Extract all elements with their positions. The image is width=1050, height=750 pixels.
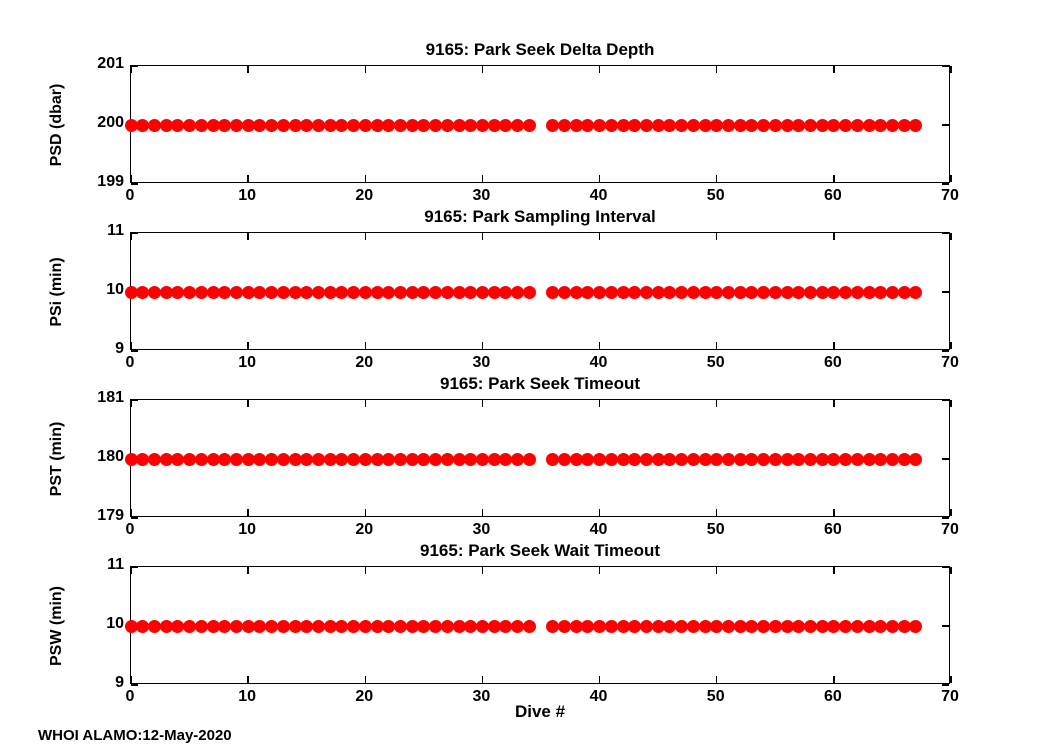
data-point: [195, 453, 208, 466]
data-point: [769, 119, 782, 132]
y-tick-mark: [942, 517, 949, 519]
x-tick-mark: [950, 66, 952, 73]
x-tick-mark: [365, 233, 367, 240]
x-tick-mark: [482, 233, 484, 240]
y-tick-mark: [942, 625, 949, 627]
data-point: [605, 286, 618, 299]
x-tick-mark: [130, 342, 132, 349]
x-tick-mark: [599, 175, 601, 182]
y-tick-label: 11: [107, 222, 124, 239]
x-tick-mark: [365, 342, 367, 349]
data-point: [886, 119, 899, 132]
data-point: [804, 286, 817, 299]
data-point: [394, 620, 407, 633]
x-tick-mark: [950, 567, 952, 574]
data-point: [640, 453, 653, 466]
x-tick-mark: [482, 676, 484, 683]
data-point: [441, 119, 454, 132]
plot-area: [130, 65, 950, 183]
data-point: [277, 119, 290, 132]
panel-psi: [0, 207, 1050, 371]
x-tick-label: 30: [472, 354, 491, 371]
data-point: [277, 453, 290, 466]
y-tick-mark: [131, 350, 138, 352]
x-tick-label: 20: [355, 187, 374, 204]
x-tick-mark: [365, 66, 367, 73]
data-point: [148, 286, 161, 299]
y-tick-mark: [942, 291, 949, 293]
x-tick-mark: [716, 233, 718, 240]
data-point: [851, 119, 864, 132]
x-tick-mark: [247, 567, 249, 574]
x-tick-mark: [365, 509, 367, 516]
x-tick-label: 40: [589, 354, 608, 371]
y-tick-label: 199: [97, 173, 124, 190]
data-point: [523, 119, 536, 132]
x-tick-mark: [599, 676, 601, 683]
data-point: [523, 286, 536, 299]
x-tick-mark: [130, 66, 132, 73]
data-point: [687, 286, 700, 299]
x-tick-mark: [833, 400, 835, 407]
data-point: [605, 453, 618, 466]
x-tick-mark: [365, 567, 367, 574]
data-point: [230, 286, 243, 299]
data-point: [605, 620, 618, 633]
panel-psd: [0, 40, 1050, 204]
panel-title: 9165: Park Seek Wait Timeout: [420, 541, 660, 560]
y-tick-label: 9: [115, 340, 124, 357]
data-point: [851, 620, 864, 633]
data-point: [804, 453, 817, 466]
x-tick-mark: [482, 175, 484, 182]
panel-title: 9165: Park Sampling Interval: [424, 207, 656, 226]
x-tick-mark: [482, 400, 484, 407]
x-tick-mark: [599, 567, 601, 574]
x-tick-mark: [482, 509, 484, 516]
x-tick-label: 50: [706, 354, 725, 371]
data-point: [687, 453, 700, 466]
y-tick-mark: [131, 183, 138, 185]
footer-note: WHOI ALAMO:12-May-2020: [38, 727, 232, 744]
data-point: [312, 453, 325, 466]
data-point: [476, 119, 489, 132]
x-tick-mark: [365, 400, 367, 407]
x-tick-mark: [247, 342, 249, 349]
x-tick-mark: [599, 233, 601, 240]
data-point: [394, 286, 407, 299]
data-point: [640, 620, 653, 633]
y-tick-label: 10: [106, 615, 124, 632]
data-point: [195, 620, 208, 633]
x-tick-mark: [716, 342, 718, 349]
data-point: [804, 620, 817, 633]
x-tick-label: 10: [238, 354, 257, 371]
x-tick-mark: [130, 175, 132, 182]
x-tick-label: 50: [706, 521, 725, 538]
y-tick-mark: [942, 458, 949, 460]
x-tick-mark: [833, 342, 835, 349]
x-tick-mark: [247, 509, 249, 516]
x-tick-mark: [950, 400, 952, 407]
x-tick-label: 70: [941, 521, 959, 538]
x-tick-label: 20: [355, 521, 374, 538]
x-tick-mark: [950, 676, 952, 683]
x-tick-mark: [833, 233, 835, 240]
data-point: [312, 119, 325, 132]
y-tick-label: 181: [97, 389, 124, 406]
x-tick-mark: [247, 66, 249, 73]
data-point: [558, 620, 571, 633]
x-tick-mark: [599, 66, 601, 73]
data-point: [359, 453, 372, 466]
y-tick-mark: [942, 350, 949, 352]
x-tick-mark: [716, 66, 718, 73]
data-point: [605, 119, 618, 132]
data-point: [148, 453, 161, 466]
y-tick-label: 201: [97, 55, 124, 72]
x-tick-mark: [599, 509, 601, 516]
plot-area: [130, 232, 950, 350]
panel-pst: [0, 374, 1050, 538]
x-tick-mark: [716, 175, 718, 182]
data-point: [804, 119, 817, 132]
x-tick-mark: [365, 676, 367, 683]
data-point: [394, 453, 407, 466]
x-tick-mark: [833, 567, 835, 574]
data-point: [394, 119, 407, 132]
data-point: [148, 119, 161, 132]
data-point: [886, 620, 899, 633]
y-tick-label: 10: [106, 281, 124, 298]
data-point: [909, 453, 922, 466]
data-point: [640, 119, 653, 132]
data-point: [230, 119, 243, 132]
x-tick-mark: [130, 233, 132, 240]
x-tick-label: 40: [589, 521, 608, 538]
x-tick-mark: [365, 175, 367, 182]
x-tick-label: 60: [823, 688, 842, 705]
x-tick-label: 50: [706, 187, 725, 204]
data-point: [640, 286, 653, 299]
x-tick-label: 70: [941, 688, 959, 705]
y-tick-mark: [131, 517, 138, 519]
data-point: [558, 119, 571, 132]
x-tick-mark: [950, 509, 952, 516]
x-tick-mark: [716, 567, 718, 574]
data-point: [359, 620, 372, 633]
y-tick-mark: [942, 684, 949, 686]
data-point: [441, 620, 454, 633]
y-tick-label: 179: [97, 507, 124, 524]
data-point: [687, 620, 700, 633]
data-point: [277, 286, 290, 299]
x-tick-mark: [716, 400, 718, 407]
y-tick-mark: [942, 399, 949, 401]
x-tick-mark: [833, 676, 835, 683]
data-point: [722, 286, 735, 299]
x-tick-label: 40: [589, 187, 608, 204]
data-point: [359, 119, 372, 132]
y-axis-label: PST (min): [48, 421, 65, 497]
x-tick-mark: [599, 400, 601, 407]
data-point: [909, 286, 922, 299]
x-tick-label: 30: [472, 521, 491, 538]
y-tick-mark: [942, 65, 949, 67]
x-tick-mark: [247, 175, 249, 182]
y-tick-mark: [942, 566, 949, 568]
data-point: [558, 286, 571, 299]
data-point: [523, 620, 536, 633]
data-point: [277, 620, 290, 633]
y-tick-mark: [942, 232, 949, 234]
y-tick-mark: [942, 183, 949, 185]
data-point: [148, 620, 161, 633]
x-tick-mark: [482, 342, 484, 349]
x-tick-label: 20: [355, 688, 374, 705]
data-point: [359, 286, 372, 299]
y-tick-mark: [942, 124, 949, 126]
x-tick-mark: [833, 509, 835, 516]
data-point: [851, 286, 864, 299]
y-axis-label: PSW (min): [48, 586, 65, 666]
data-point: [769, 453, 782, 466]
x-tick-label: 70: [941, 187, 959, 204]
x-tick-label: 40: [589, 688, 608, 705]
x-tick-mark: [482, 567, 484, 574]
x-tick-label: 20: [355, 354, 374, 371]
x-tick-label: 60: [823, 521, 842, 538]
x-tick-mark: [950, 233, 952, 240]
x-tick-label: 60: [823, 187, 842, 204]
x-tick-label: 0: [125, 354, 135, 371]
y-axis-label: PSi (min): [48, 257, 65, 327]
data-point: [886, 286, 899, 299]
x-tick-mark: [247, 400, 249, 407]
panel-title: 9165: Park Seek Timeout: [439, 374, 640, 393]
data-point: [523, 453, 536, 466]
x-tick-mark: [599, 342, 601, 349]
x-tick-label: 0: [125, 688, 135, 705]
data-point: [558, 453, 571, 466]
data-point: [476, 453, 489, 466]
data-point: [441, 286, 454, 299]
data-point: [312, 286, 325, 299]
data-point: [909, 620, 922, 633]
x-tick-label: 70: [941, 354, 959, 371]
x-tick-label: 0: [125, 187, 135, 204]
x-tick-label: 10: [238, 521, 257, 538]
data-point: [687, 119, 700, 132]
x-tick-mark: [247, 676, 249, 683]
x-tick-mark: [247, 233, 249, 240]
y-axis-label: PSD (dbar): [48, 83, 65, 167]
data-point: [230, 620, 243, 633]
x-tick-mark: [130, 509, 132, 516]
data-point: [769, 620, 782, 633]
x-tick-mark: [950, 175, 952, 182]
x-tick-mark: [833, 175, 835, 182]
data-point: [476, 286, 489, 299]
data-point: [851, 453, 864, 466]
x-tick-mark: [130, 400, 132, 407]
data-point: [722, 620, 735, 633]
y-tick-mark: [131, 65, 138, 67]
data-point: [230, 453, 243, 466]
y-tick-label: 9: [115, 674, 124, 691]
y-tick-label: 11: [107, 556, 124, 573]
x-tick-label: 30: [472, 688, 491, 705]
x-tick-mark: [716, 676, 718, 683]
y-tick-mark: [131, 232, 138, 234]
x-tick-label: 60: [823, 354, 842, 371]
data-point: [476, 620, 489, 633]
x-tick-label: 30: [472, 187, 491, 204]
y-tick-mark: [131, 399, 138, 401]
x-tick-label: 10: [238, 688, 257, 705]
x-tick-label: 50: [706, 688, 725, 705]
data-point: [722, 453, 735, 466]
data-point: [195, 286, 208, 299]
x-tick-mark: [130, 567, 132, 574]
y-tick-mark: [131, 684, 138, 686]
plot-area: [130, 566, 950, 684]
data-point: [441, 453, 454, 466]
data-point: [886, 453, 899, 466]
y-tick-label: 180: [97, 448, 124, 465]
panel-psw: [0, 541, 1050, 705]
y-tick-label: 200: [97, 114, 124, 131]
panel-title: 9165: Park Seek Delta Depth: [425, 40, 655, 59]
x-axis-label: Dive #: [514, 702, 566, 721]
x-tick-mark: [833, 66, 835, 73]
data-point: [769, 286, 782, 299]
data-point: [722, 119, 735, 132]
x-tick-mark: [950, 342, 952, 349]
x-tick-label: 0: [125, 521, 135, 538]
data-point: [909, 119, 922, 132]
y-tick-mark: [131, 566, 138, 568]
x-tick-mark: [130, 676, 132, 683]
data-point: [312, 620, 325, 633]
x-tick-mark: [716, 509, 718, 516]
x-tick-mark: [482, 66, 484, 73]
data-point: [195, 119, 208, 132]
x-tick-label: 10: [238, 187, 257, 204]
plot-area: [130, 399, 950, 517]
